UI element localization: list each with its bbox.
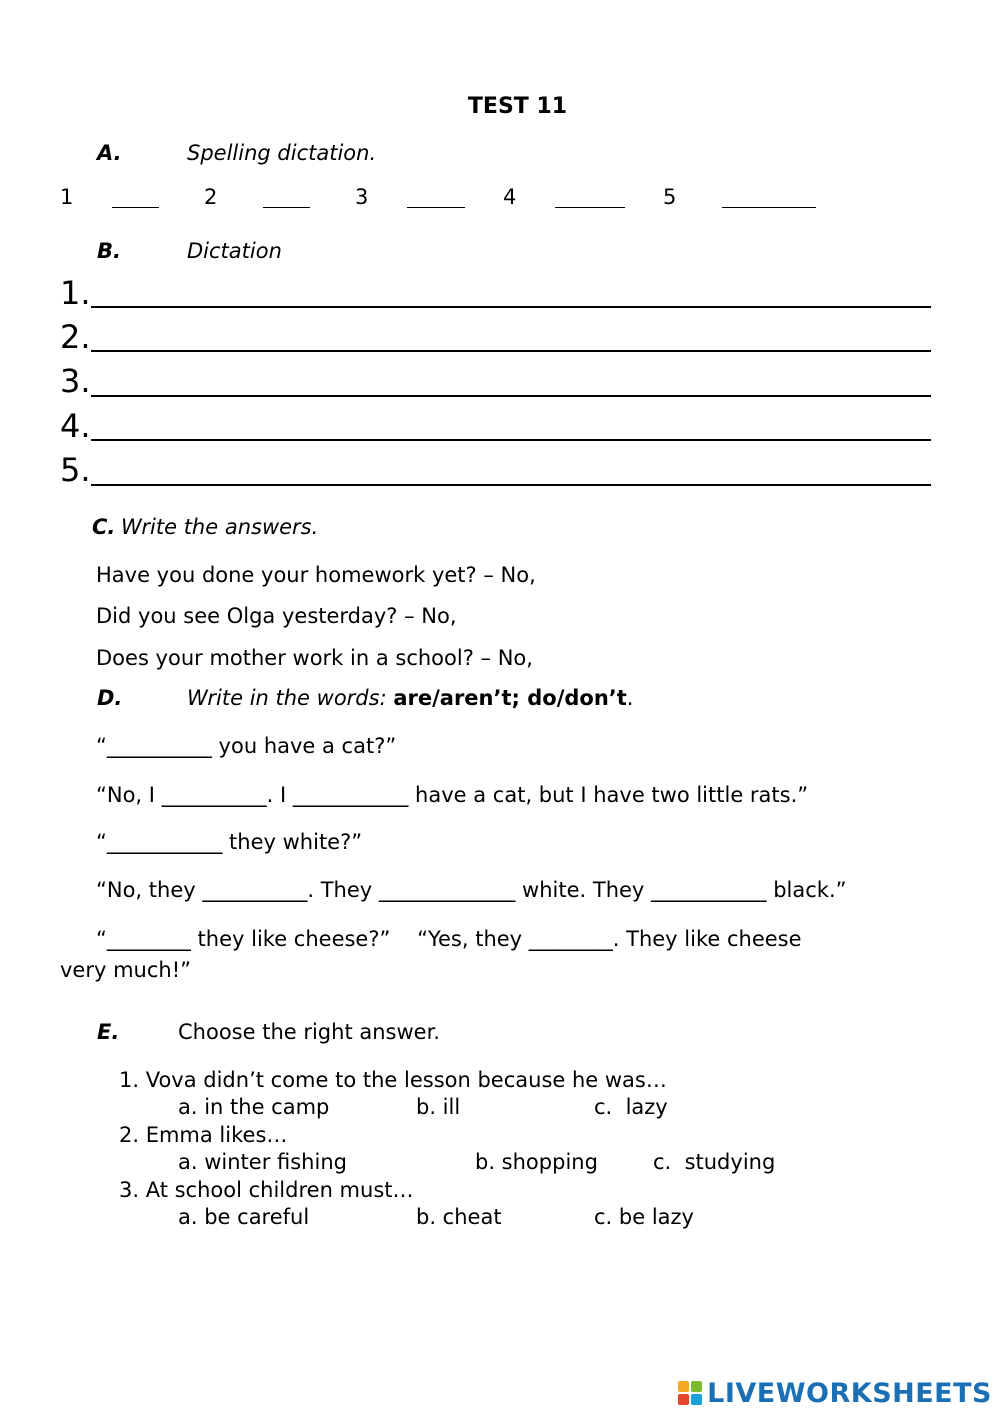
choice-3-option-b[interactable]: b. cheat [416,1205,502,1229]
spelling-number-5: 5 [663,185,677,209]
choice-1-option-c[interactable]: c. lazy [594,1095,668,1119]
answer-question-3: Does your mother work in a school? – No, [96,646,533,670]
dictation-line-4[interactable] [91,439,931,441]
section-d-heading-suffix: . [626,686,634,710]
spelling-number-4: 4 [503,185,517,209]
spelling-number-2: 2 [204,185,218,209]
dictation-number-4: 4. [60,407,91,445]
choice-2-option-a[interactable]: a. winter fishing [178,1150,347,1174]
dictation-number-2: 2. [60,318,91,356]
spelling-number-3: 3 [355,185,369,209]
choice-3-option-a[interactable]: a. be careful [178,1205,310,1229]
choice-1-option-a[interactable]: a. in the camp [178,1095,330,1119]
fill-line-5: “________ they like cheese?” “Yes, they ________. They like cheese [96,927,802,951]
dictation-line-5[interactable] [91,484,931,486]
fill-line-2: “No, I __________. I ___________ have a cat, but I have two little rats.” [96,783,809,807]
choice-question-3: 3. At school children must… [119,1178,414,1202]
choice-question-1: 1. Vova didn’t come to the lesson because he was… [119,1068,667,1092]
section-c-heading: Write the answers. [121,515,319,539]
liveworksheets-logo-text: LIVEWORKSHEETS [707,1377,992,1409]
section-b-heading: Dictation [187,239,282,263]
liveworksheets-logo-icon [678,1381,702,1405]
choice-1-option-b[interactable]: b. ill [416,1095,461,1119]
section-d-heading-prefix: Write in the words: [187,686,394,710]
section-d-heading [187,686,633,710]
fill-line-4: “No, they __________. They _____________ white. They ___________ black.” [96,878,847,902]
page-title: TEST 11 [467,94,568,119]
fill-line-1: “__________ you have a cat?” [96,734,397,758]
dictation-number-3: 3. [60,362,91,400]
spelling-number-1: 1 [60,185,74,209]
answer-question-2: Did you see Olga yesterday? – No, [96,604,457,628]
choice-2-option-b[interactable]: b. shopping [475,1150,598,1174]
dictation-line-2[interactable] [91,350,931,352]
dictation-line-3[interactable] [91,395,931,397]
dictation-line-1[interactable] [91,306,931,308]
section-c-letter: C. [92,515,116,539]
section-d-heading-words: are/aren’t; do/don’t [393,686,627,710]
spelling-blank-4[interactable] [555,207,625,208]
logo-square-1 [678,1381,689,1392]
spelling-blank-5[interactable] [722,207,816,208]
section-e-letter: E. [97,1020,120,1044]
section-b-letter: B. [97,239,121,263]
choice-3-option-c[interactable]: c. be lazy [594,1205,694,1229]
logo-square-2 [691,1381,702,1392]
spelling-blank-1[interactable] [112,207,159,208]
logo-square-3 [678,1394,689,1405]
fill-line-3: “___________ they white?” [96,830,363,854]
section-d-letter: D. [97,686,123,710]
dictation-number-5: 5. [60,451,91,489]
liveworksheets-logo [678,1376,992,1410]
logo-square-4 [691,1394,702,1405]
choice-2-option-c[interactable]: c. studying [653,1150,776,1174]
spelling-blank-3[interactable] [407,207,465,208]
answer-question-1: Have you done your homework yet? – No, [96,563,536,587]
section-a-heading: Spelling dictation. [187,141,377,165]
spelling-blank-2[interactable] [263,207,310,208]
section-a-letter: A. [97,141,122,165]
choice-question-2: 2. Emma likes… [119,1123,288,1147]
fill-line-6: very much!” [60,958,192,982]
dictation-number-1: 1. [60,274,91,312]
section-e-heading: Choose the right answer. [178,1020,440,1044]
